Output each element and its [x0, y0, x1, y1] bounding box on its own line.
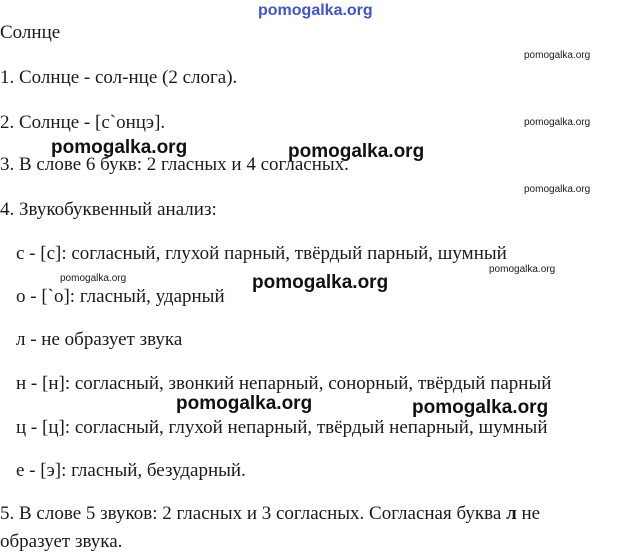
item-5-text-end: не: [516, 503, 541, 524]
watermark-big: pomogalka.org: [176, 393, 313, 414]
item-5-text: 5. В слове 5 звуков: 2 гласных и 3 согласных. Согласная буква: [0, 503, 507, 524]
watermark-small: pomogalka.org: [524, 50, 591, 61]
analysis-n: н - [н]: согласный, звонкий непарный, сонорный, твёрдый парный: [16, 373, 552, 394]
watermark-small: pomogalka.org: [524, 117, 591, 128]
watermark-small: pomogalka.org: [524, 184, 591, 195]
document-title: Солнце: [0, 22, 61, 43]
analysis-o: о - [`о]: гласный, ударный: [16, 286, 225, 307]
item-5-bold-letter: л: [506, 503, 517, 524]
analysis-ts: ц - [ц]: согласный, глухой непарный, твёрдый непарный, шумный: [16, 417, 548, 438]
item-1: 1. Солнце - сол-нце (2 слога).: [0, 67, 238, 88]
analysis-s: с - [с]: согласный, глухой парный, твёрдый парный, шумный: [16, 243, 507, 264]
watermark-small: pomogalka.org: [489, 264, 556, 275]
analysis-e: е - [э]: гласный, безударный.: [16, 460, 246, 481]
watermark-big: pomogalka.org: [252, 272, 389, 293]
watermark-big: pomogalka.org: [288, 141, 425, 162]
item-4: 4. Звукобуквенный анализ:: [0, 199, 217, 220]
watermark-big: pomogalka.org: [51, 137, 188, 158]
item-2: 2. Солнце - [с`онцэ].: [0, 112, 166, 133]
watermark-top: pomogalka.org: [258, 2, 373, 19]
item-5-continued: образует звука.: [0, 531, 123, 552]
watermark-big: pomogalka.org: [412, 397, 549, 418]
analysis-l: л - не образует звука: [16, 329, 183, 350]
item-5: [0, 503, 540, 525]
watermark-small: pomogalka.org: [60, 273, 127, 284]
item-3: 3. В слове 6 букв: 2 гласных и 4 согласных.: [0, 154, 349, 175]
